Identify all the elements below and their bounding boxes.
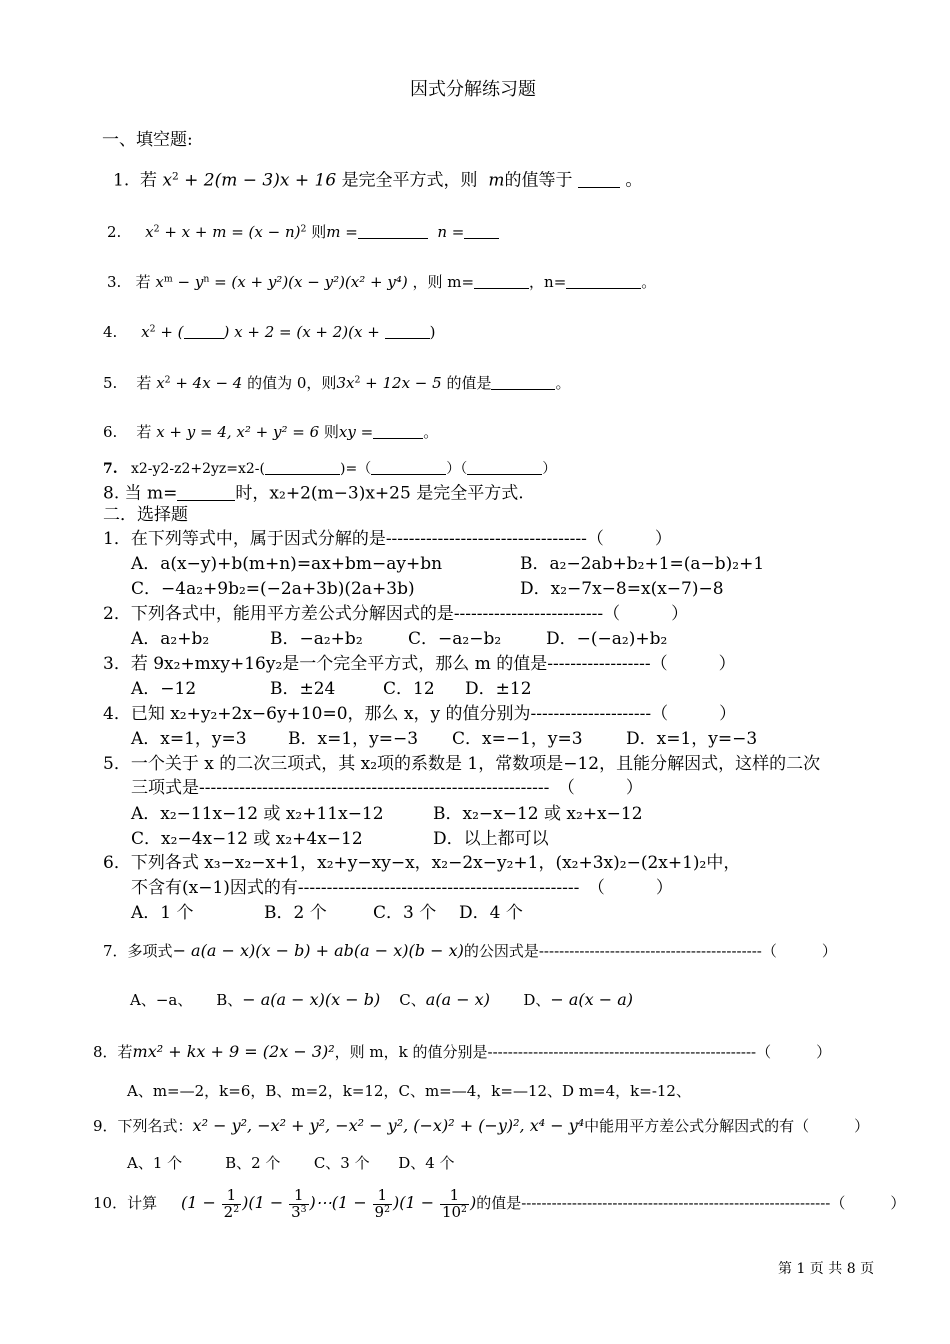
choice-5-option-c: C．x₂−4x−12 或 x₂+4x−12	[131, 829, 363, 849]
choice-3-option-b: B．±24	[270, 679, 336, 699]
choice-6-option-c: C．3 个	[373, 903, 437, 923]
page-title: 因式分解练习题	[410, 79, 536, 100]
choice-5-option-a: A．x₂−11x−12 或 x₂+11x−12	[131, 804, 384, 824]
choice-3-option-c: C．12	[383, 679, 435, 699]
choice-question-4: 4．已知 x₂+y₂+2x−6y+10=0，那么 x，y 的值分别为---------------------（ ）	[103, 704, 737, 724]
choice-2-option-b: B．−a₂+b₂	[270, 629, 363, 649]
choice-question-8: 8．若mx² + kx + 9 = (2x − 3)²，则 m，k 的值分别是-----------------------------------------------------（ ）	[93, 1042, 832, 1061]
choice-question-9: 9．下列名式：x² − y², −x² + y², −x² − y², (−x)² + (−y)², x⁴ − y⁴中能用平方差公式分解因式的有（ ）	[93, 1116, 870, 1135]
fill-question-3: 3. 若 $x^m - y^n = (x + y^2)(x - y^2)(x^2 + y^4)$ ，则 m= ，n= 。	[107, 272, 657, 291]
fill-question-7: 7. x2-y2-z2+2yz=x2-( )=（ ）（ ）	[103, 460, 557, 477]
choice-question-2: 2．下列各式中，能用平方差公式分解因式的是--------------------------（ ）	[103, 604, 689, 624]
choice-1-option-c: C．−4a₂+9b₂=(−2a+3b)(2a+3b)	[131, 579, 415, 599]
choice-question-6: 6．下列各式 x₃−x₂−x+1，x₂+y−xy−x，x₂−2x−y₂+1，(x₂+3x)₂−(2x+1)₂中，	[103, 853, 741, 873]
choice-question-6-cont: 不含有(x−1)因式的有------------------------------------------------- （ ）	[131, 878, 673, 898]
choice-8-options: A、m=—2，k=6，B、m=2，k=12，C、m=—4，k=—12、D m=4，k=-12、	[127, 1082, 691, 1100]
choice-4-option-a: A．x=1，y=3	[131, 729, 247, 749]
choice-4-option-c: C．x=−1，y=3	[452, 729, 583, 749]
choice-1-option-a: A．a(x−y)+b(m+n)=ax+bm−ay+bn	[131, 554, 443, 574]
fill-question-1: 1. 若 $x^2 + 2(m - 3)x + 16$ 是完全平方式，则 m的值等于 。	[113, 170, 643, 191]
choice-5-option-d: D．以上都可以	[433, 829, 549, 849]
choice-question-5: 5．一个关于 x 的二次三项式，其 x₂项的系数是 1，常数项是−12，且能分解因式，这样的二次	[103, 754, 821, 774]
choice-2-option-a: A．a₂+b₂	[131, 629, 210, 649]
fill-question-2: 2. $x^2 + x + m = (x - n)^2$ 则m = n =	[107, 223, 499, 240]
fill-question-8: 8. 当 m= 时，x₂+2(m−3)x+25 是完全平方式.	[103, 483, 524, 504]
choice-1-option-d: D．x₂−7x−8=x(x−7)−8	[520, 579, 724, 599]
choice-9-options: A、1 个 B、2 个 C、3 个 D、4 个	[127, 1154, 455, 1172]
choice-question-5-cont: 三项式是------------------------------------------------------------- （ ）	[131, 778, 643, 798]
choice-1-option-b: B．a₂−2ab+b₂+1=(a−b)₂+1	[520, 554, 765, 574]
choice-3-option-a: A．−12	[131, 679, 197, 699]
choice-3-option-d: D．±12	[465, 679, 532, 699]
choice-6-option-a: A．1 个	[131, 903, 194, 923]
section-heading-choice: 二．选择题	[103, 505, 188, 525]
choice-4-option-b: B．x=1，y=−3	[288, 729, 419, 749]
fill-question-4: 4. $x^2$ + ( ) x + 2 = (x + 2)(x + )	[103, 322, 436, 341]
page-footer: 第 1 页 共 8 页	[778, 1261, 875, 1277]
choice-6-option-d: D．4 个	[459, 903, 523, 923]
choice-6-option-b: B．2 个	[264, 903, 327, 923]
choice-5-option-b: B．x₂−x−12 或 x₂+x−12	[433, 804, 643, 824]
section-heading-fill-blank: 一、填空题:	[102, 130, 193, 150]
choice-question-7: 7．多项式− a(a − x)(x − b) + ab(a − x)(b − x)的公因式是--------------------------------------------（ ）	[103, 941, 837, 960]
choice-question-3: 3．若 9x₂+mxy+16y₂是一个完全平方式，那么 m 的值是------------------（ ）	[103, 654, 736, 674]
choice-question-1: 1．在下列等式中，属于因式分解的是-----------------------------------（ ）	[103, 529, 672, 549]
choice-2-option-d: D．−(−a₂)+b₂	[546, 629, 668, 649]
fill-question-5: 5. 若 $x^2 + 4x - 4$ 的值为 0，则$3x^2 + 12x - 5$ 的值是 。	[103, 373, 571, 392]
choice-2-option-c: C．−a₂−b₂	[408, 629, 502, 649]
choice-7-options: A、−a、 B、− a(a − x)(x − b) C、a(a − x) D、− a(x − a)	[130, 990, 634, 1009]
fill-question-6: 6. 若 x + y = 4, x² + y² = 6 则xy = 。	[103, 422, 439, 441]
choice-4-option-d: D．x=1，y=−3	[626, 729, 758, 749]
choice-question-10: 10．计算 (1 − $\frac{1}{2^2}$ )(1 − $\frac{1}{3^3}$ )⋯(1 − $\frac{1}{9^2}$ )(1 − $\frac{1}{10^2}$ )的值是-------------------------------------------------------------（ ）	[93, 1185, 906, 1221]
